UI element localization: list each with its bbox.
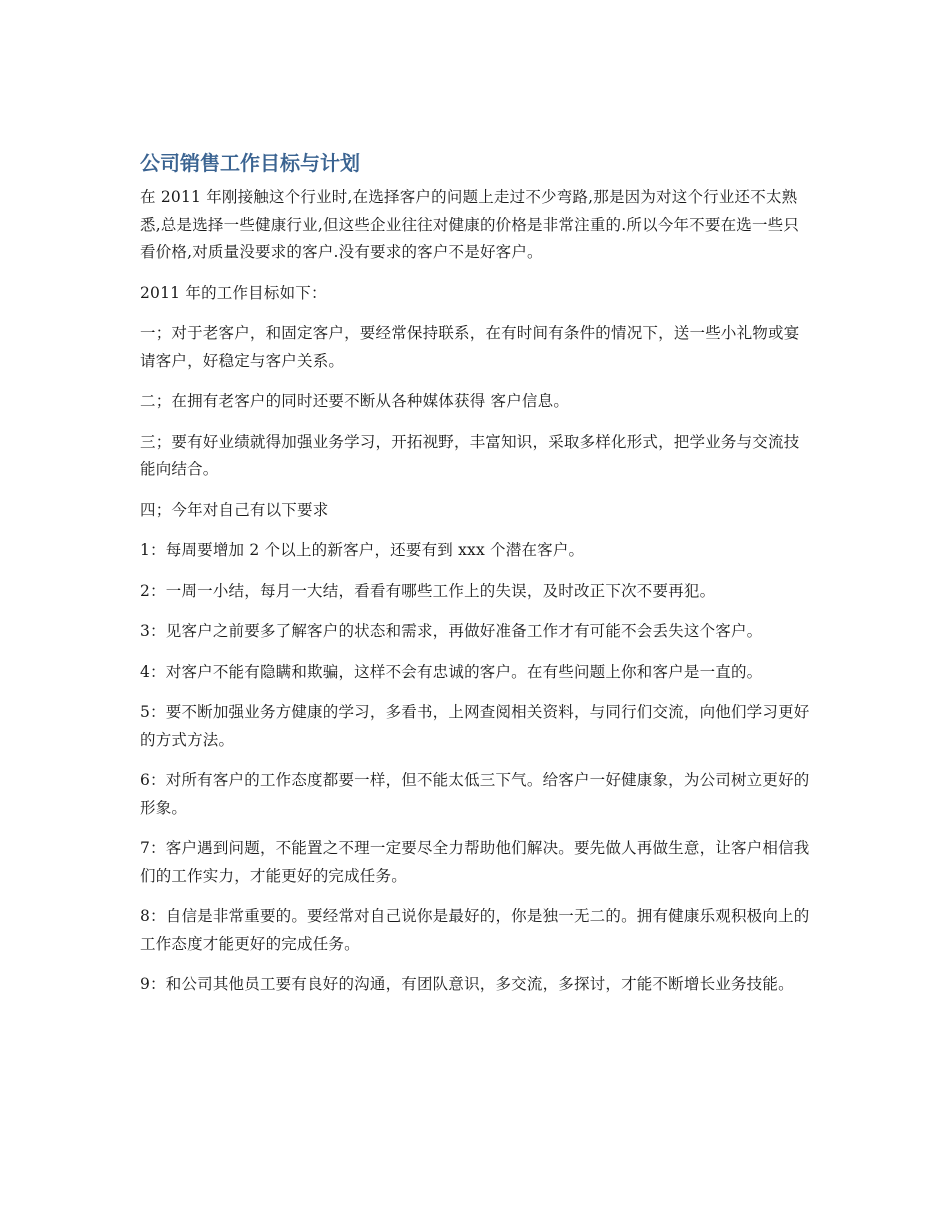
goal-item-3: 三；要有好业绩就得加强业务学习，开拓视野，丰富知识，采取多样化形式，把学业务与交流技能向结合。 <box>140 432 800 478</box>
document-title: 公司销售工作目标与计划 <box>140 151 360 175</box>
requirement-item-4: 4：对客户不能有隐瞒和欺骗，这样不会有忠诚的客户。在有些问题上你和客户是一直的。 <box>140 662 763 681</box>
document-page <box>140 148 810 1012</box>
requirement-item-2: 2：一周一小结，每月一大结，看看有哪些工作上的失误，及时改正下次不要再犯。 <box>140 581 716 600</box>
goal-item-4: 四；今年对自己有以下要求 <box>140 500 329 519</box>
goal-item-1: 一；对于老客户，和固定客户，要经常保持联系，在有时间有条件的情况下，送一些小礼物或宴请客户，好稳定与客户关系。 <box>140 324 800 370</box>
requirement-item-6: 6：对所有客户的工作态度都要一样，但不能太低三下气。给客户一好健康象，为公司树立更好的形象。 <box>140 771 810 817</box>
requirement-item-8: 8：自信是非常重要的。要经常对自己说你是最好的，你是独一无二的。拥有健康乐观积极向上的工作态度才能更好的完成任务。 <box>140 907 810 953</box>
goals-heading: 2011 年的工作目标如下： <box>140 283 327 302</box>
requirement-item-7: 7：客户遇到问题，不能置之不理一定要尽全力帮助他们解决。要先做人再做生意，让客户相信我们的工作实力，才能更好的完成任务。 <box>140 839 810 885</box>
intro-paragraph: 在 2011 年刚接触这个行业时,在选择客户的问题上走过不少弯路,那是因为对这个行业还不太熟悉,总是选择一些健康行业,但这些企业往往对健康的价格是非常注重的.所以今年不要在选一些只看价格,对质量没要求的客户.没有要求的客户不是好客户。 <box>140 188 800 261</box>
goal-item-2: 二；在拥有老客户的同时还要不断从各种媒体获得 客户信息。 <box>140 392 570 410</box>
requirement-item-1: 1：每周要增加 2 个以上的新客户，还要有到 xxx 个潜在客户。 <box>140 541 585 559</box>
requirement-item-9: 9：和公司其他员工要有良好的沟通，有团队意识，多交流，多探讨，才能不断增长业务技能。 <box>140 975 794 993</box>
requirement-item-5: 5：要不断加强业务方健康的学习，多看书，上网查阅相关资料，与同行们交流，向他们学习更好的方式方法。 <box>140 703 810 749</box>
requirement-item-3: 3：见客户之前要多了解客户的状态和需求，再做好准备工作才有可能不会丢失这个客户。 <box>140 622 763 640</box>
